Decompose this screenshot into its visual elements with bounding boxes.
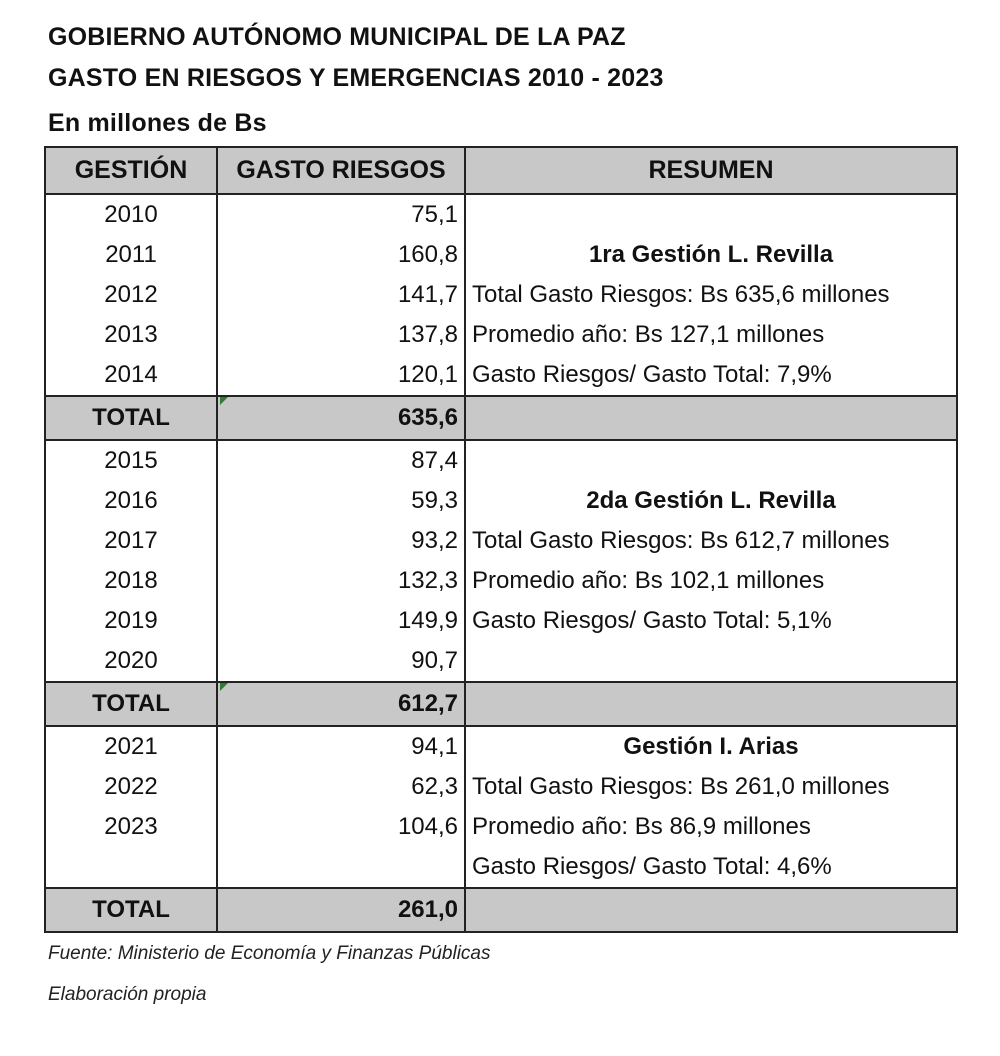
units-caption: En millones de Bs: [48, 109, 267, 137]
year-cell: [46, 847, 218, 887]
value-cell: 149,9: [218, 601, 466, 641]
total-row: [46, 397, 956, 441]
value-cell: 132,3: [218, 561, 466, 601]
table-row: [46, 767, 956, 807]
summary-cell: Gasto Riesgos/ Gasto Total: 7,9%: [472, 361, 832, 388]
year-cell: 2017: [46, 521, 218, 561]
table-header-row: [46, 148, 956, 195]
summary-cell: Gasto Riesgos/ Gasto Total: 4,6%: [472, 853, 832, 880]
year-cell: 2019: [46, 601, 218, 641]
summary-cell: [466, 641, 956, 681]
value-cell: 87,4: [218, 441, 466, 481]
year-cell: 2013: [46, 315, 218, 355]
year-cell: 2018: [46, 561, 218, 601]
header-gestion: GESTIÓN: [46, 148, 218, 193]
value-cell: 59,3: [218, 481, 466, 521]
summary-cell: Total Gasto Riesgos: Bs 635,6 millones: [472, 281, 890, 308]
summary-cell: Gasto Riesgos/ Gasto Total: 5,1%: [472, 607, 832, 634]
header-resumen: RESUMEN: [648, 156, 774, 184]
summary-cell: [466, 195, 956, 235]
year-cell: 2023: [46, 807, 218, 847]
summary-cell: Promedio año: Bs 102,1 millones: [472, 567, 825, 594]
table-row: [46, 561, 956, 601]
year-cell: 2022: [46, 767, 218, 807]
credit-note: Elaboración propia: [48, 984, 207, 1005]
total-value: 261,0: [218, 889, 466, 931]
total-summary-empty: [466, 683, 956, 725]
value-cell: 75,1: [218, 195, 466, 235]
total-summary-empty: [466, 397, 956, 439]
cell-comment-marker: [220, 683, 228, 691]
summary-cell: Total Gasto Riesgos: Bs 612,7 millones: [472, 527, 890, 554]
source-note: Fuente: Ministerio de Economía y Finanzas Públicas: [48, 943, 491, 964]
table-row: [46, 275, 956, 315]
year-cell: 2020: [46, 641, 218, 681]
cell-comment-marker: [220, 397, 228, 405]
total-label: TOTAL: [46, 683, 218, 725]
total-row: [46, 683, 956, 727]
total-label: TOTAL: [46, 397, 218, 439]
year-cell: 2015: [46, 441, 218, 481]
year-cell: 2010: [46, 195, 218, 235]
table-row: [46, 481, 956, 521]
year-cell: 2011: [46, 235, 218, 275]
document-title: GOBIERNO AUTÓNOMO MUNICIPAL DE LA PAZ: [48, 23, 626, 51]
table-row: [46, 355, 956, 397]
value-cell: 120,1: [218, 355, 466, 395]
summary-heading: 2da Gestión L. Revilla: [586, 487, 836, 514]
spending-table: [44, 146, 958, 933]
year-cell: 2016: [46, 481, 218, 521]
summary-heading: Gestión I. Arias: [623, 733, 799, 760]
summary-cell: Promedio año: Bs 86,9 millones: [472, 813, 811, 840]
total-value: 635,6: [218, 397, 466, 439]
value-cell: 141,7: [218, 275, 466, 315]
value-cell: 137,8: [218, 315, 466, 355]
value-cell: 62,3: [218, 767, 466, 807]
year-cell: 2021: [46, 727, 218, 767]
document-subtitle: GASTO EN RIESGOS Y EMERGENCIAS 2010 - 2023: [48, 64, 664, 92]
table-row: [46, 847, 956, 889]
summary-heading: 1ra Gestión L. Revilla: [588, 241, 834, 268]
table-row: [46, 601, 956, 641]
total-label: TOTAL: [46, 889, 218, 931]
summary-cell: [466, 441, 956, 481]
total-row: [46, 889, 956, 931]
value-cell: 160,8: [218, 235, 466, 275]
year-cell: 2012: [46, 275, 218, 315]
table-row: [46, 195, 956, 235]
table-row: [46, 521, 956, 561]
table-row: [46, 315, 956, 355]
total-value: 612,7: [218, 683, 466, 725]
table-row: [46, 641, 956, 683]
table-row: [46, 235, 956, 275]
total-summary-empty: [466, 889, 956, 931]
value-cell: 104,6: [218, 807, 466, 847]
value-cell: 90,7: [218, 641, 466, 681]
header-gasto-riesgos: GASTO RIESGOS: [218, 148, 466, 193]
table-row: [46, 441, 956, 481]
value-cell: [218, 847, 466, 887]
year-cell: 2014: [46, 355, 218, 395]
value-cell: 93,2: [218, 521, 466, 561]
summary-cell: Promedio año: Bs 127,1 millones: [472, 321, 825, 348]
table-row: [46, 807, 956, 847]
table-row: [46, 727, 956, 767]
value-cell: 94,1: [218, 727, 466, 767]
summary-cell: Total Gasto Riesgos: Bs 261,0 millones: [472, 773, 890, 800]
